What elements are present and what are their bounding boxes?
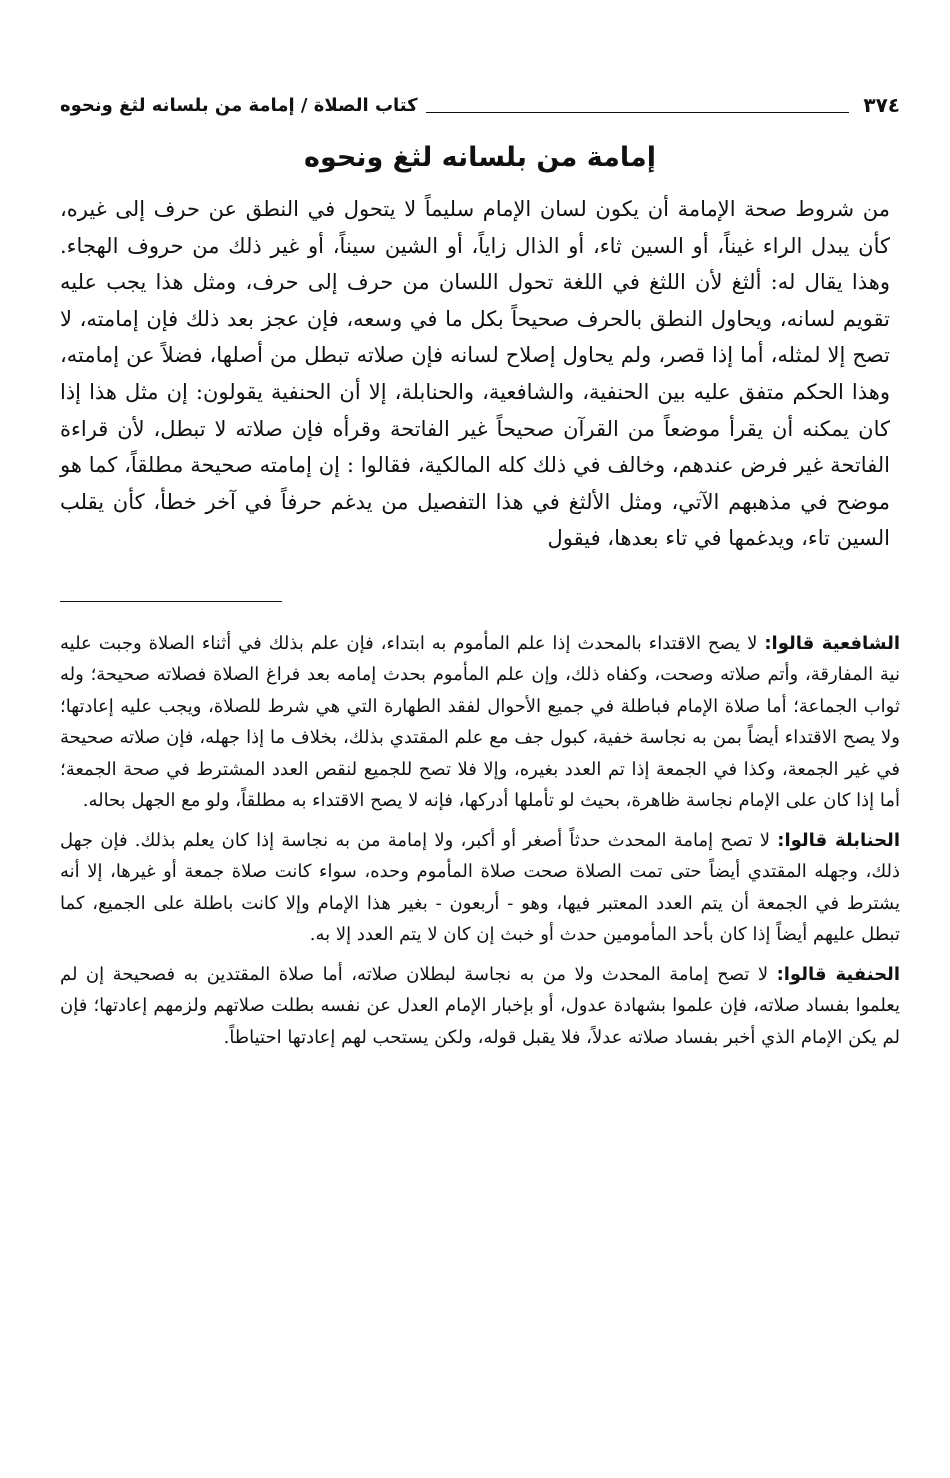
page-number: ٣٧٤ [863,93,900,117]
running-title: كتاب الصلاة / إمامة من بلسانه لثغ ونحوه [60,94,418,116]
footnote-hanafi [60,959,900,1054]
footnote-text: لا تصح إمامة المحدث ولا من به نجاسة لبطلان صلاته، أما صلاة المقتدين به فصحيحة إن لم يعلموا بفساد صلاته، فإن علموا بشهادة عدول، أو بإخبار الإمام العدل عن نفسه بطلت صلاتهم ولزمهم إعادتها؛ فإن لم يكن الإمام الذي أخبر بفساد صلاته عدلاً، فلا يقبل قوله، ولكن يستحب لهم إعادتها احتياطاً. [60,963,900,1048]
main-paragraph: من شروط صحة الإمامة أن يكون لسان الإمام سليماً لا يتحول في النطق عن حرف إلى غيره، كأن يبدل الراء غيناً، أو السين ثاء، أو الذال زاياً، أو الشين سيناً، أو غير ذلك من حروف الهجاء. وهذا يقال له: ألثغ لأن اللثغ في اللغة تحول اللسان من حرف إلى حرف، ومثل هذا يجب عليه تقويم لسانه، ويحاول النطق بالحرف صحيحاً بكل ما في وسعه، فإن عجز بعد ذلك فإن إمامته، لا تصح إلا لمثله، أما إذا قصر، ولم يحاول إصلاح لسانه فإن صلاته تبطل من أصلها، فضلاً عن إمامته، وهذا الحكم متفق عليه بين الحنفية، والشافعية، والحنابلة، إلا أن الحنفية يقولون: إن مثل هذا إذا كان يمكنه أن يقرأ موضعاً من القرآن صحيحاً غير الفاتحة وقرأه فإن صلاته لا تبطل، لأن قراءة الفاتحة غير فرض عندهم، وخالف في ذلك كله المالكية، فقالوا : إن إمامته صحيحة مطلقاً، كما هو موضح في مذهبهم الآتي، ومثل الألثغ في هذا التفصيل من يدغم حرفاً في آخر خطأ، كأن يقلب السين تاء، ويدغمها في تاء بعدها، فيقول [60,197,890,551]
section-title: إمامة من بلسانه لثغ ونحوه [304,142,656,173]
page-header [60,88,900,122]
footnote-text: لا تصح إمامة المحدث حدثاً أصغر أو أكبر، ولا إمامة من به نجاسة إذا كان يعلم بذلك. فإن جهل ذلك، وجهله المقتدي أيضاً حتى تمت الصلاة صحت صلاة المأموم وحده، سواء كانت صلاة جمعة أو غيرها، إلا أنه يشترط في الجمعة أن يتم العدد المعتبر فيها، وهو - أربعون - بغير هذا الإمام وإلا كانت باطلة على الجميع، كما تبطل عليهم أيضاً إذا كان بأحد المأمومين حدث أو خبث إن كان لا يتم العدد إلا به. [60,829,900,946]
header-rule [426,98,850,113]
footnote-text: لا يصح الاقتداء بالمحدث إذا علم المأموم به ابتداء، فإن علم بذلك في أثناء الصلاة وجبت عليه نية المفارقة، وأتم صلاته وصحت، وكفاه ذلك، وإن علم المأموم بحدث إمامه بعد فراغ الصلاة فصلاته صحيحة؛ وله ثواب الجماعة؛ أما صلاة الإمام فباطلة في جميع الأحوال لفقد الطهارة التي هي شرط للصلاة، ويجب عليه إعادتها؛ ولا يصح الاقتداء أيضاً بمن به نجاسة خفية، كبول جف مع علم المقتدي بذلك، بخلاف ما إذا جهله، فإن صلاته صحيحة في غير الجمعة، وكذا في الجمعة إذا تم العدد بغيره، وإلا فلا تصح للجميع لنقص العدد المشترط في صحة الجمعة؛ أما إذا كان على الإمام نجاسة ظاهرة، بحيث لو تأملها أدركها، فإنه لا يصح الاقتداء به مطلقاً، ولو مع الجهل بحاله. [60,632,900,812]
footnote-hanbali [60,825,900,951]
footnote-head: الشافعية قالوا: [764,632,900,654]
footnote-separator [60,601,282,602]
main-text [60,191,900,557]
footnote-head: الحنابلة قالوا: [777,829,900,851]
footnote-head: الحنفية قالوا: [776,963,900,985]
book-page [60,88,900,1061]
footnotes [60,628,900,1054]
footnote-shafii [60,628,900,817]
